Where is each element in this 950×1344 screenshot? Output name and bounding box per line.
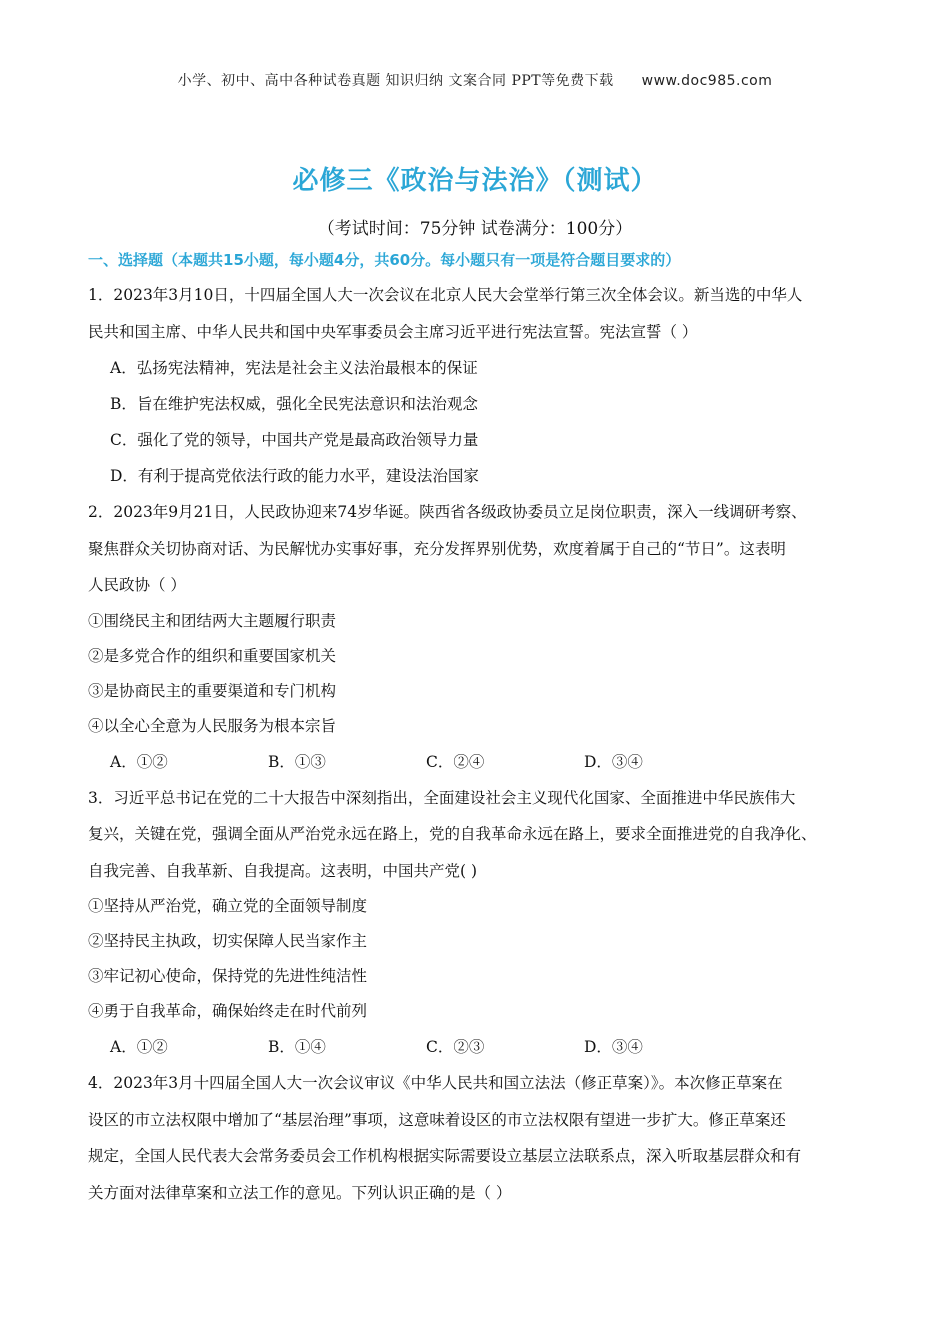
choice-d: D．③④ [584,1038,643,1056]
question-line: 4．2023年3月十四届全国人大一次会议审议《中华人民共和国立法法（修正草案）》。本次修正草案在 [88,1074,783,1092]
question-line: 1．2023年3月10日，十四届全国人大一次会议在北京人民大会堂举行第三次全体会议。新当选的中华人 [88,286,803,304]
statement-1: ①围绕民主和团结两大主题履行职责 [88,611,337,630]
choice-c: C．②③ [426,1038,485,1056]
statement-3: ③是协商民主的重要渠道和专门机构 [88,681,337,700]
statement-1: ①坚持从严治党，确立党的全面领导制度 [88,897,368,915]
statement-4: ④以全心全意为人民服务为根本宗旨 [88,716,337,735]
document-body [88,248,873,1211]
question-line: 聚焦群众关切协商对话、为民解忧办实事好事，充分发挥界别优势，欢度着属于自己的“节日”。这表明 [88,539,786,558]
section-heading: 一、选择题（本题共15小题，每小题4分，共60分。每小题只有一项是符合题目要求的） [88,251,681,269]
question-line: 2．2023年9月21日，人民政协迎来74岁华诞。陕西省各级政协委员立足岗位职责，深入一线调研考察、 [88,503,807,521]
header-text: 小学、初中、高中各种试卷真题 知识归纳 文案合同 PPT等免费下载 [177,73,614,89]
question-line: 自我完善、自我革新、自我提高。这表明，中国共产党( ) [88,861,478,880]
choice-b: B．①③ [268,752,326,771]
option-d: D．有利于提高党依法行政的能力水平，建设法治国家 [110,467,479,485]
choice-d: D．③④ [584,752,643,771]
question-line: 关方面对法律草案和立法工作的意见。下列认识正确的是（ ） [88,1183,512,1202]
option-c: C．强化了党的领导，中国共产党是最高政治领导力量 [110,431,479,449]
choice-b: B．①④ [268,1038,326,1056]
choice-row [88,744,873,780]
choice-c: C．②④ [426,752,485,771]
document-subtitle: （考试时间：75分钟 试卷满分：100分） [317,219,633,239]
question-1 [88,277,873,494]
question-line: 3．习近平总书记在党的二十大报告中深刻指出，全面建设社会主义现代化国家、全面推进中华民族伟大 [88,788,796,807]
option-b: B．旨在维护宪法权威，强化全民宪法意识和法治观念 [110,395,478,413]
statement-2: ②坚持民主执政，切实保障人民当家作主 [88,932,368,950]
question-4 [88,1065,873,1211]
question-line: 人民政协（ ） [88,576,186,594]
question-line: 规定，全国人民代表大会常务委员会工作机构根据实际需要设立基层立法联系点，深入听取基层群众和有 [88,1147,802,1165]
statement-4: ④勇于自我革命，确保始终走在时代前列 [88,1002,368,1020]
document-title: 必修三《政治与法治》（测试） [292,166,658,196]
statement-3: ③牢记初心使命，保持党的先进性纯洁性 [88,967,368,985]
option-a: A．弘扬宪法精神，宪法是社会主义法治最根本的保证 [110,359,478,377]
question-line: 民共和国主席、中华人民共和国中央军事委员会主席习近平进行宪法宣誓。宪法宣誓（ ） [88,322,698,341]
question-line: 设区的市立法权限中增加了“基层治理”事项，这意味着设区的市立法权限有望进一步扩大。修正草案还 [88,1110,786,1129]
page-header [0,70,950,90]
question-line: 复兴，关键在党，强调全面从严治党永远在路上，党的自我革命永远在路上，要求全面推进党的自我净化、 [88,825,817,843]
choice-a: A．①② [110,752,168,771]
header-site-link[interactable]: www.doc985.com [641,73,773,89]
choice-a: A．①② [110,1038,168,1056]
question-2 [88,494,873,780]
statement-2: ②是多党合作的组织和重要国家机关 [88,646,337,665]
choice-row [88,1029,873,1065]
question-3 [88,780,873,1066]
